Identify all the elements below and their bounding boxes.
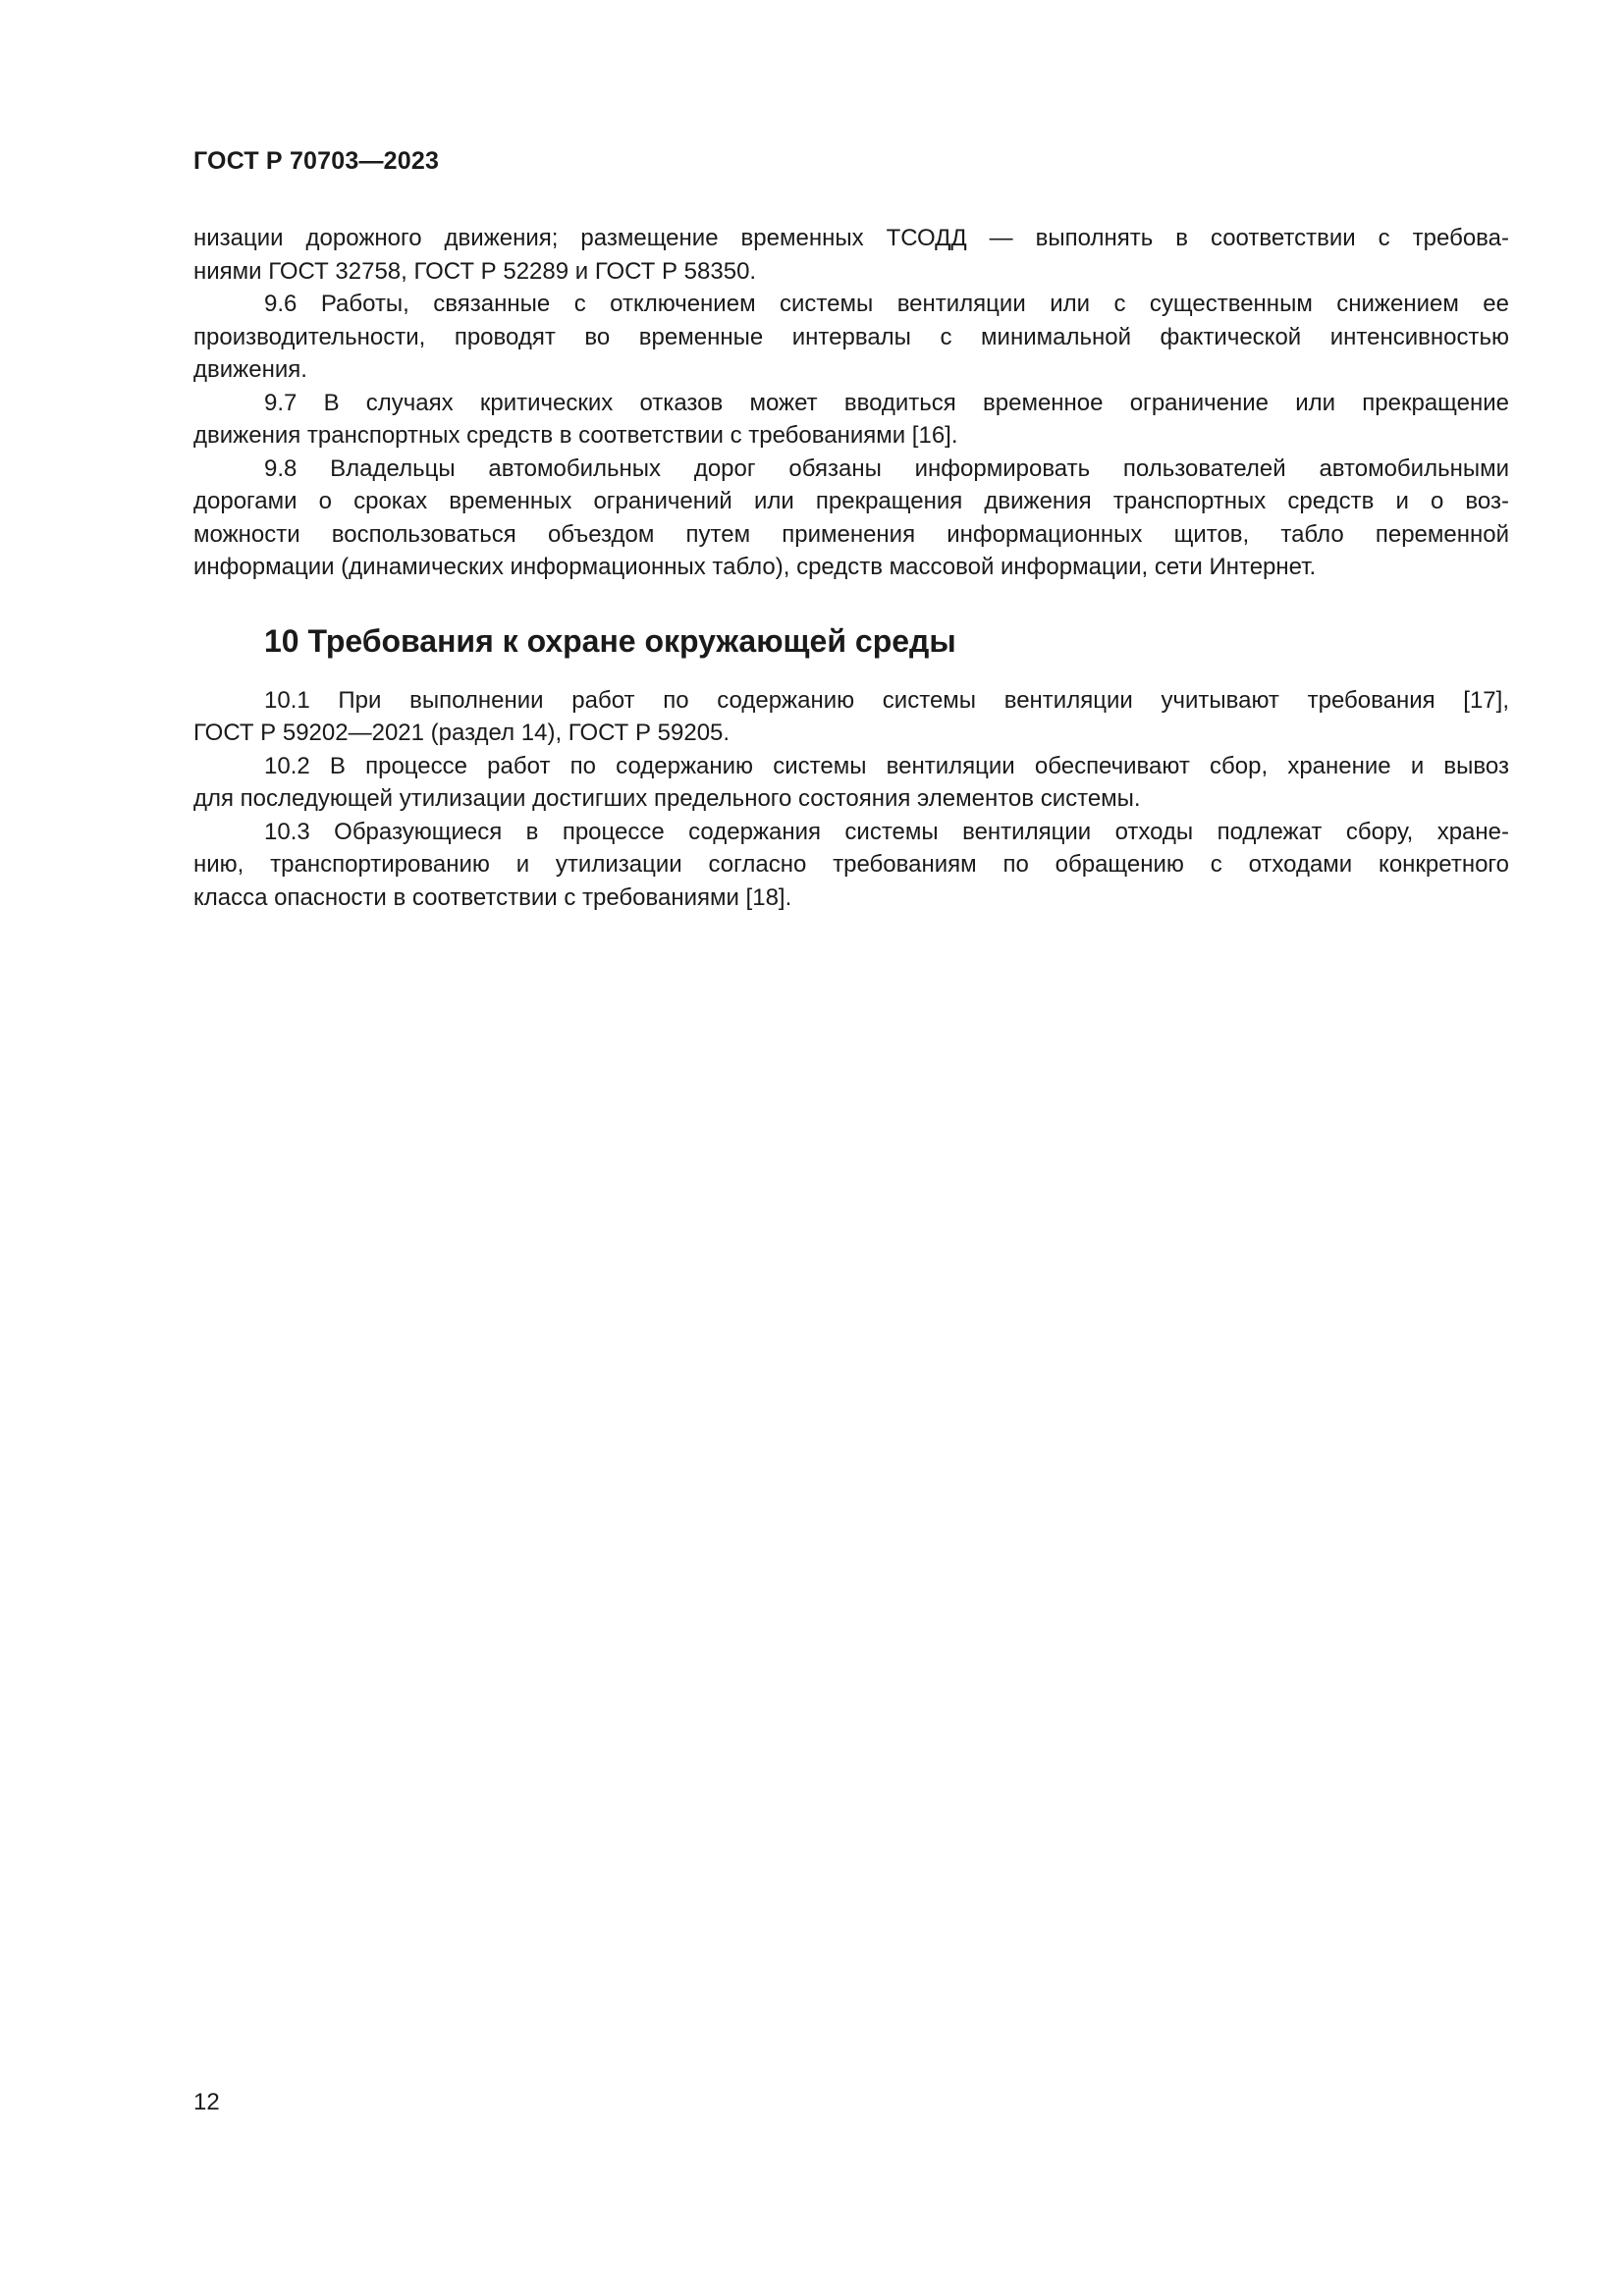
text-line: нию, транспортированию и утилизации согласно требованиям по обращению с отходами конкретного — [193, 851, 1509, 878]
text-line: 9.8 Владельцы автомобильных дорог обязаны информировать пользователей автомобильными — [264, 454, 1509, 482]
document-body — [193, 222, 1509, 914]
paragraph-continuation — [193, 222, 1509, 288]
paragraph-9-7 — [193, 387, 1509, 453]
text-line: 10.1 При выполнении работ по содержанию системы вентиляции учитывают требования [17], — [264, 686, 1509, 714]
text-line: ГОСТ Р 59202—2021 (раздел 14), ГОСТ Р 59205. — [193, 720, 731, 746]
section-heading: 10 Требования к охране окружающей среды — [264, 622, 956, 659]
document-header: ГОСТ Р 70703—2023 — [193, 147, 440, 175]
paragraph-10-3 — [193, 816, 1509, 915]
text-line: дорогами о сроках временных ограничений или прекращения движения транспортных средств и о воз- — [193, 488, 1509, 514]
text-line: информации (динамических информационных табло), средств массовой информации, сети Интернет. — [193, 554, 1317, 580]
text-line: 9.7 В случаях критических отказов может вводиться временное ограничение или прекращение — [264, 389, 1509, 416]
text-line: класса опасности в соответствии с требованиями [18]. — [193, 883, 792, 911]
text-line: 10.2 В процессе работ по содержанию системы вентиляции обеспечивают сбор, хранение и вывоз — [264, 752, 1509, 779]
text-line: 9.6 Работы, связанные с отключением системы вентиляции или с существенным снижением ее — [264, 291, 1509, 317]
paragraph-9-6 — [193, 288, 1509, 387]
text-line: ниями ГОСТ 32758, ГОСТ Р 52289 и ГОСТ Р 58350. — [193, 257, 757, 285]
paragraph-10-2 — [193, 750, 1509, 816]
paragraph-9-8 — [193, 453, 1509, 584]
text-line: можности воспользоваться объездом путем применения информационных щитов, табло переменной — [193, 520, 1509, 548]
text-line: производительности, проводят во временные интервалы с минимальной фактической интенсивностью — [193, 323, 1509, 350]
text-line: движения. — [193, 356, 307, 383]
page-number: 12 — [193, 2089, 220, 2115]
text-line: низации дорожного движения; размещение временных ТСОДД — выполнять в соответствии с требова- — [193, 225, 1509, 251]
text-line: 10.3 Образующиеся в процессе содержания системы вентиляции отходы подлежат сбору, хране- — [264, 818, 1509, 845]
paragraph-10-1 — [193, 684, 1509, 750]
text-line: движения транспортных средств в соответствии с требованиями [16]. — [193, 422, 958, 449]
text-line: для последующей утилизации достигших предельного состояния элементов системы. — [193, 785, 1141, 812]
